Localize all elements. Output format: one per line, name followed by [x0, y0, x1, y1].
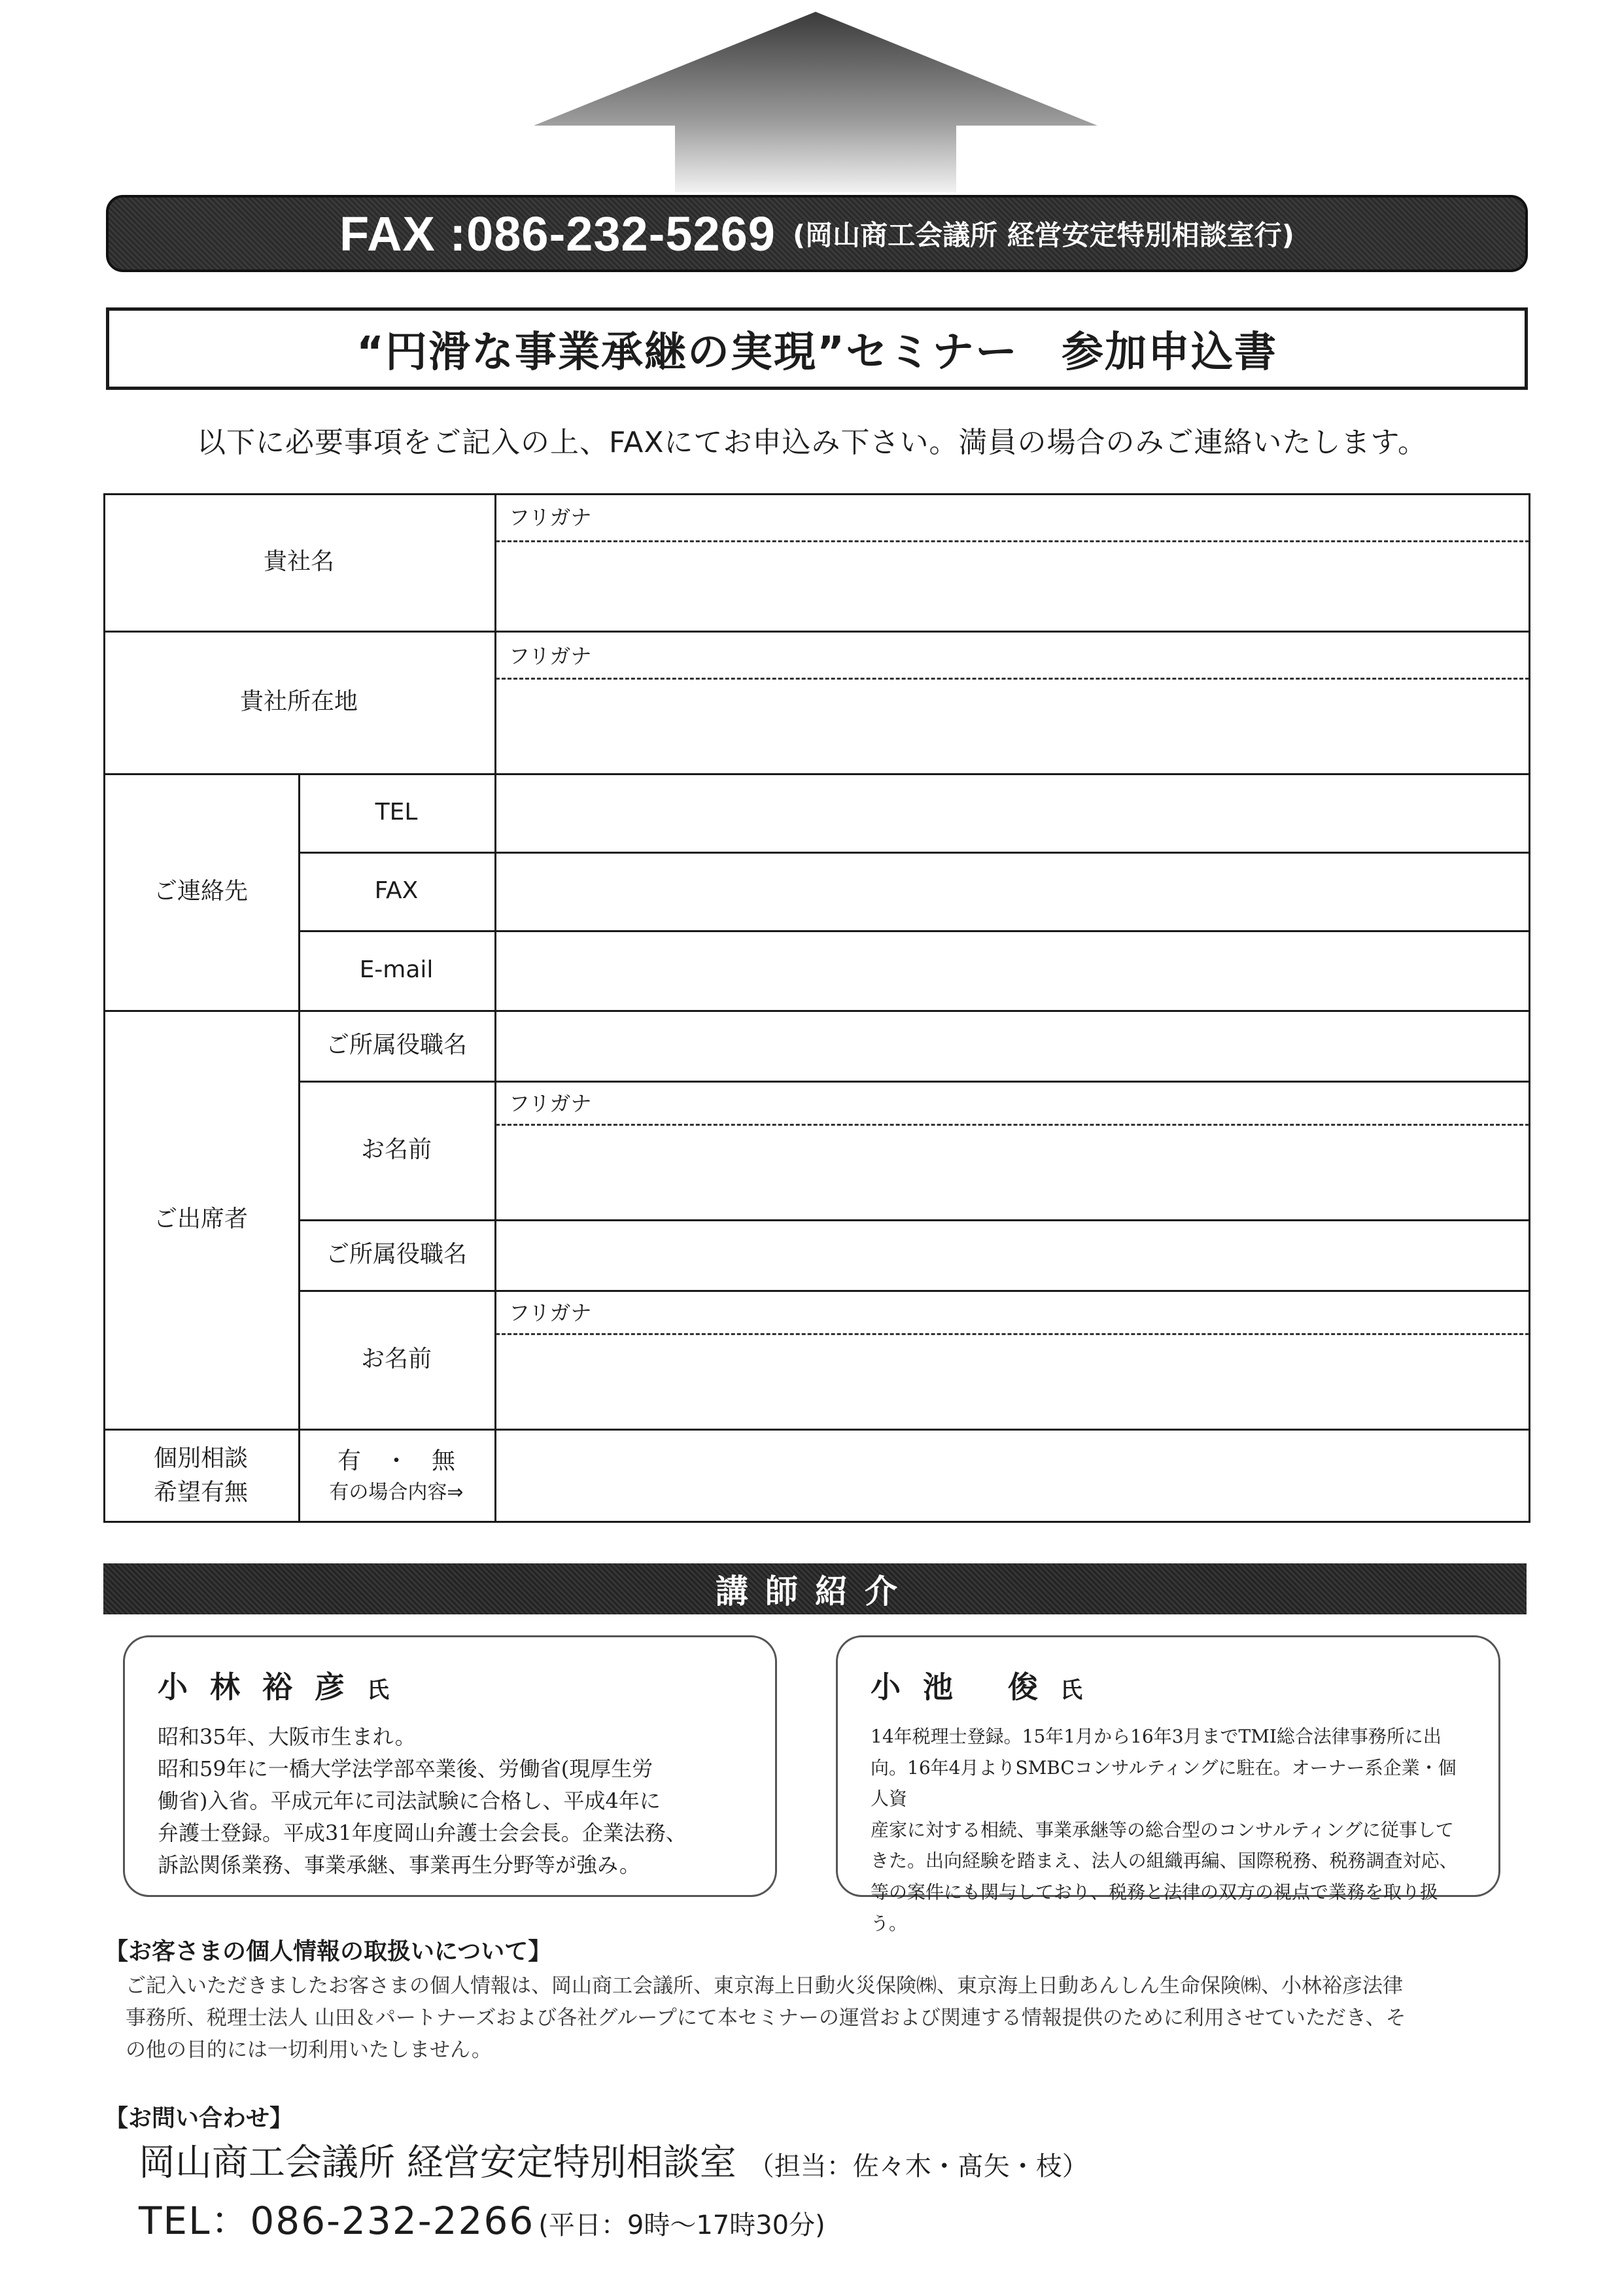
name-label-1: お名前 — [360, 1136, 432, 1163]
inquiry-organization: 岡山商工会議所 経営安定特別相談室 （担当：佐々木・髙矢・枝） — [139, 2142, 1088, 2184]
name-field-2[interactable] — [496, 1334, 1529, 1429]
name-furigana-field-1[interactable] — [496, 1082, 1529, 1124]
position-field-1[interactable] — [496, 1011, 1529, 1081]
inquiry-contact-persons: （担当：佐々木・髙矢・枝） — [748, 2151, 1088, 2182]
fax-banner — [106, 195, 1528, 272]
address-label: 貴社所在地 — [239, 687, 358, 715]
instructor-profile-koike — [836, 1635, 1500, 1934]
inquiry-hours: (平日：9時～17時30分) — [538, 2210, 825, 2240]
position-field-2[interactable] — [496, 1221, 1529, 1290]
position-label-2: ご所属役職名 — [325, 1240, 467, 1268]
tel-label: TEL — [375, 798, 418, 826]
consultation-detail-field[interactable] — [496, 1430, 1529, 1522]
contact-label: ご連絡先 — [153, 877, 248, 905]
name-furigana-field-2[interactable] — [496, 1291, 1529, 1333]
address-field[interactable] — [496, 679, 1529, 773]
privacy-text: ご記入いただきましたお客さまの個人情報は、岡山商工会議所、東京海上日動火災保険㈱、東京海上日動あんしん生命保険㈱、小林裕彦法律 事務所、税理士法人 山田＆パートナーズおよび各社グループにて本セミナーの運営および関連する情報提供のために利用させていただき、そ の他の目的には一切利用いたしません。 — [126, 1974, 1406, 2062]
name-furigana-label-2: フリガナ — [509, 1300, 592, 1325]
consultation-label — [103, 1429, 298, 1523]
tel-field[interactable] — [496, 774, 1529, 852]
fax-number: FAX :086-232-5269 — [339, 206, 776, 261]
inquiry-phone: TEL：086-232-2266 (平日：9時～17時30分) — [139, 2199, 825, 2243]
instructor-name: 小林裕彦氏 — [158, 1669, 389, 1705]
name-furigana-label-1: フリガナ — [509, 1091, 592, 1116]
privacy-heading: 【お客さまの個人情報の取扱いについて】 — [105, 1938, 552, 1965]
inquiry-heading: 【お問い合わせ】 — [105, 2105, 294, 2132]
fax-field[interactable] — [496, 853, 1529, 930]
instructor-name: 小池 俊氏 — [871, 1669, 1083, 1705]
company-furigana-label: フリガナ — [509, 505, 592, 530]
application-form — [103, 493, 1530, 1523]
company-name-field[interactable] — [496, 542, 1529, 631]
instructor-bio: 昭和35年、大阪市生まれ。 昭和59年に一橋大学法学部卒業後、労働省(現厚生労 働省)入省。平成元年に司法試験に合格し、平成4年に 弁護士登録。平成31年度岡山弁護士会会長。企業法務、 訴訟関係業務、事業承継、事業再生分野等が強み。 — [158, 1724, 687, 1877]
up-arrow-icon — [531, 9, 1100, 192]
form-title: “円滑な事業承継の実現”セミナー 参加申込書 — [106, 307, 1528, 390]
company-label: 貴社名 — [263, 548, 334, 575]
company-furigana-field[interactable] — [496, 493, 1529, 540]
consultation-label-line2: 希望有無 — [153, 1479, 248, 1506]
instruction-text: 以下に必要事項をご記入の上、FAXにてお申込み下さい。満員の場合のみご連絡いたします。 — [197, 426, 1427, 459]
position-label-1: ご所属役職名 — [325, 1031, 467, 1058]
fax-label: FAX — [374, 877, 419, 904]
consultation-choice — [298, 1429, 494, 1523]
consultation-label-line1: 個別相談 — [153, 1444, 248, 1472]
instructors-heading: 講師紹介 — [103, 1563, 1527, 1614]
address-furigana-label: フリガナ — [509, 644, 592, 669]
email-label: E-mail — [359, 956, 434, 983]
fax-recipient: (岡山商工会議所 経営安定特別相談室行) — [792, 219, 1294, 251]
instructor-profile-kobayashi — [123, 1635, 777, 1897]
name-field-1[interactable] — [496, 1125, 1529, 1219]
consultation-detail-label: 有の場合内容⇒ — [329, 1481, 464, 1505]
address-furigana-field[interactable] — [496, 632, 1529, 678]
email-field[interactable] — [496, 931, 1529, 1010]
name-label-2: お名前 — [360, 1345, 432, 1372]
instructor-bio: 14年税理士登録。15年1月から16年3月までTMI総合法律事務所に出 向。16年4月よりSMBCコンサルティングに駐在。オーナー系企業・個人資 産家に対する相続、事業承継等の総合型のコンサルティングに従事して きた。出向経験を踏まえ、法人の組織再編、国際税務、税務調査対応、 等の案件にも関与しており、税務と法律の双方の視点で業務を取り扱う。 — [871, 1726, 1458, 1934]
consultation-yes-no-option[interactable]: 有 ・ 無 — [337, 1448, 455, 1475]
attendee-label: ご出席者 — [153, 1205, 248, 1232]
